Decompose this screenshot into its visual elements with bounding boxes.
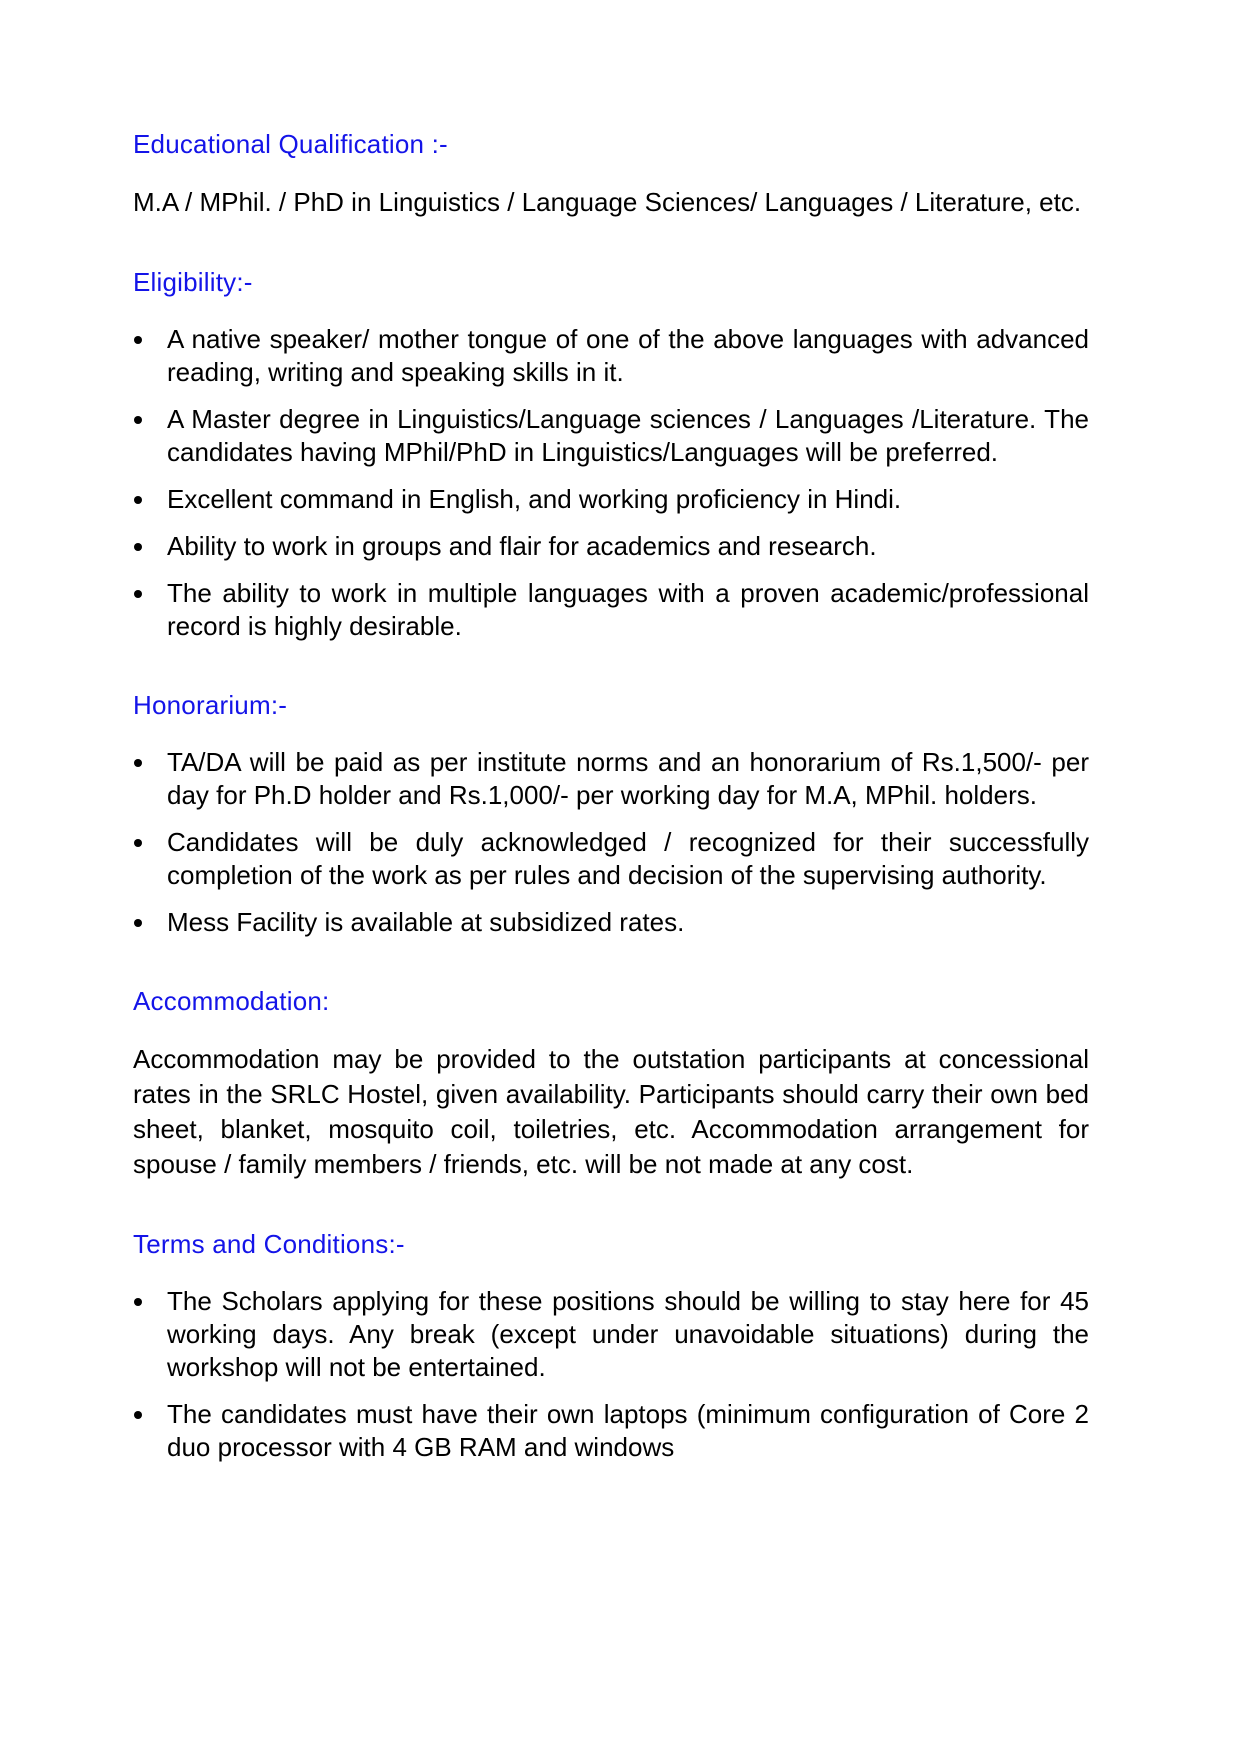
- section-terms-and-conditions: [133, 1228, 1089, 1464]
- accommodation-paragraph: Accommodation may be provided to the outstation participants at concessional rates in the SRLC Hostel, given availability. Participants should carry their own bed sheet, blanket, mosquito coil, toiletries, etc. Accommodation arrangement for spouse / family members / friends, etc. will be not made at any cost.: [133, 1044, 1089, 1179]
- bullet-item: The ability to work in multiple languages with a proven academic/professional record is highly desirable.: [133, 577, 1089, 643]
- accommodation-heading: Accommodation:: [133, 986, 330, 1016]
- section-accommodation: [133, 985, 1089, 1182]
- bullet-item: The candidates must have their own laptops (minimum configuration of Core 2 duo processor with 4 GB RAM and windows: [133, 1398, 1089, 1464]
- terms-and-conditions-heading: Terms and Conditions:-: [133, 1229, 405, 1259]
- section-eligibility: [133, 266, 1089, 643]
- bullet-item: The Scholars applying for these positions should be willing to stay here for 45 working days. Any break (except under unavoidable situations) during the workshop will not be entertained.: [133, 1285, 1089, 1384]
- section-honorarium: [133, 689, 1089, 939]
- bullet-item: Candidates will be duly acknowledged / recognized for their successfully completion of the work as per rules and decision of the supervising authority.: [133, 826, 1089, 892]
- terms-bullet-list: [133, 1285, 1089, 1464]
- bullet-item: Mess Facility is available at subsidized rates.: [133, 906, 1089, 939]
- bullet-item: TA/DA will be paid as per institute norms and an honorarium of Rs.1,500/- per day for Ph.D holder and Rs.1,000/- per working day for M.A, MPhil. holders.: [133, 746, 1089, 812]
- bullet-item: Ability to work in groups and flair for academics and research.: [133, 530, 1089, 563]
- educational-qualification-paragraph: M.A / MPhil. / PhD in Linguistics / Language Sciences/ Languages / Literature, etc.: [133, 187, 1082, 217]
- educational-qualification-heading: Educational Qualification :-: [133, 129, 448, 159]
- eligibility-bullet-list: [133, 323, 1089, 643]
- bullet-item: A native speaker/ mother tongue of one of the above languages with advanced reading, writing and speaking skills in it.: [133, 323, 1089, 389]
- bullet-item: Excellent command in English, and working proficiency in Hindi.: [133, 483, 1089, 516]
- honorarium-bullet-list: [133, 746, 1089, 939]
- section-educational-qualification: [133, 128, 1089, 220]
- eligibility-heading: Eligibility:-: [133, 267, 253, 297]
- honorarium-heading: Honorarium:-: [133, 690, 288, 720]
- bullet-item: A Master degree in Linguistics/Language sciences / Languages /Literature. The candidates having MPhil/PhD in Linguistics/Languages will be preferred.: [133, 403, 1089, 469]
